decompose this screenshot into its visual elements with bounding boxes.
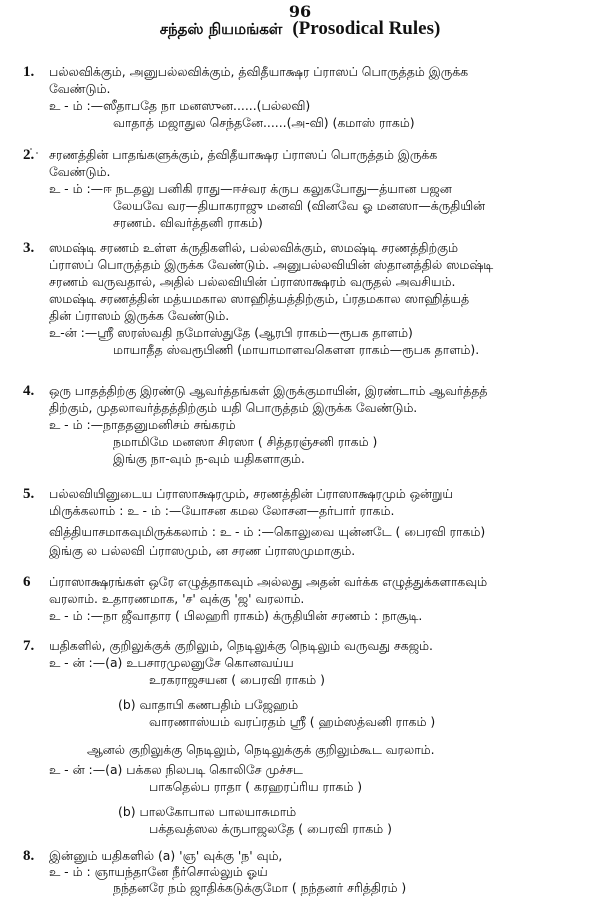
- rule-8-line: இன்னும் யதிகளில் (a) 'ஞ' வுக்கு 'ந' வும்,: [49, 848, 283, 863]
- page-title: [0, 18, 600, 40]
- rule-1-example: வாதாத் மஜாதுல செந்தனே......(அ-வி) (கமாஸ் ராகம்): [113, 115, 415, 130]
- rule-7-example: உ - ன் :—(a) உபசாரமுலனுசே கொனவய்ய: [49, 655, 294, 670]
- rule-1-line: வேண்டும்.: [49, 81, 111, 96]
- rule-3-line: ப்ராஸப் பொருத்தம் இருக்க வேண்டும். அனுபல்லவியின் ஸ்தானத்தில் ஸமஷ்டி: [49, 257, 494, 272]
- rule-6-line: ப்ராஸாக்ஷரங்கள் ஒரே எழுத்தாகவும் அல்லது அதன் வர்க்க எழுத்துக்களாகவும்: [49, 574, 488, 589]
- rule-7-example: வாரணாஸ்யம் வரப்ரதம் ஸ்ரீ ( ஹம்ஸத்வனி ராகம் ): [149, 714, 436, 729]
- rule-6-example: உ - ம் :—நா ஜீவாதார ( பிலஹரி ராகம்) க்ருதியின் சரணம் : நாசூடி.: [49, 608, 423, 623]
- rule-1-line: பல்லவிக்கும், அனுபல்லவிக்கும், த்விதீயாக்ஷர ப்ராஸப் பொருத்தம் இருக்க: [49, 64, 469, 79]
- title-tamil: சந்தஸ் நியமங்கள்: [159, 20, 283, 38]
- scan-speck: [36, 152, 38, 154]
- rule-3-line: ஸமஷ்டி சரணம் உள்ள க்ருதிகளில், பல்லவிக்கும், ஸமஷ்டி சரணத்திற்கும்: [49, 240, 458, 255]
- rule-number-3: 3.: [23, 240, 35, 256]
- rule-4-note: இங்கு நா-வும் ந-வும் யதிகளாகும்.: [113, 451, 305, 466]
- rule-5-line: பல்லவியினுடைய ப்ராஸாக்ஷரமும், சரணத்தின் ப்ராஸாக்ஷரமும் ஒன்றுய்: [49, 486, 453, 501]
- rule-3-example: மாயாதீத ஸ்வரூபிணி (மாயாமாளவகௌள ராகம்—ரூபக தாளம்).: [113, 342, 480, 357]
- rule-3-example: உ-ன் :—ஸ்ரீ ஸரஸ்வதி நமோஸ்துதே (ஆரபி ராகம்—ரூபக தாளம்): [49, 325, 413, 340]
- rule-number-5: 5.: [23, 486, 35, 502]
- rule-3-line: தின் ப்ராஸம் இருக்க வேண்டும்.: [49, 308, 230, 323]
- rule-1-example: உ - ம் :—ஸீதாபதே நா மனஸுன......(பல்லவி): [49, 98, 311, 113]
- rule-6-line: வரலாம். உதாரணமாக, 'ச' வுக்கு 'ஜ' வரலாம்.: [49, 591, 305, 606]
- rule-8-example: நந்தனரே நம் ஜாதிக்கடுக்குமோ ( நந்தனர் சரித்திரம் ): [113, 880, 407, 895]
- rule-7-line: யதிகளில், குறிலுக்குக் குறிலும், நெடிலுக்கு நெடிலும் வருவது சகஜம்.: [49, 638, 433, 653]
- rule-7-example: உரகராஜசயன ( பைரவி ராகம் ): [149, 672, 325, 687]
- rule-number-7: 7.: [23, 638, 35, 654]
- rule-2-line: சரணத்தின் பாதங்களுக்கும், த்விதீயாக்ஷர ப்ராஸப் பொருத்தம் இருக்க: [49, 147, 438, 162]
- rule-number-1: 1.: [23, 64, 35, 80]
- rule-3-line: ஸமஷ்டி சரணத்தின் மத்யமகால ஸாஹித்யத்திற்கும், ப்ரதமகால ஸாஹித்யத்: [49, 291, 470, 306]
- rule-7-example: (b) பாலகோபால பாலயாசுமாம்: [118, 804, 297, 819]
- rule-2-example: உ - ம் :—ஈ நடதலு பனிகி ராது—ஈச்வர க்ருப கலுகபோது—த்யான பஜன: [49, 181, 452, 196]
- rule-8-example: உ - ம் : ஞாயந்தானே நீர்சொல்லும் ஓய்: [49, 864, 268, 879]
- rule-number-4: 4.: [23, 383, 35, 399]
- rule-3-line: சரணம் வருவதால், அதில் பல்லவியின் ப்ராஸாக்ஷரம் வருதல் அவசியம்.: [49, 274, 456, 289]
- rule-4-example: நமாமிமே மனஸா சிரஸா ( சித்தரஞ்சனி ராகம் ): [113, 434, 378, 449]
- rule-7-example: (b) வாதாபி கணபதிம் பஜேஹம்: [118, 697, 299, 712]
- rule-7-example: உ - ன் :—(a) பக்கல நிலபடி கொலிசே முச்சட: [49, 762, 303, 777]
- rule-2-line: வேண்டும்.: [49, 164, 111, 179]
- rule-number-2: 2.: [23, 147, 35, 163]
- rule-7-example: பாகதெல்ப ராதா ( கரஹரப்ரிய ராகம் ): [149, 779, 363, 794]
- title-english: (Prosodical Rules): [292, 18, 441, 39]
- rule-4-example: உ - ம் :—நாததனுமனிசம் சங்கரம்: [49, 417, 236, 432]
- rule-2-example: லேயவே வர—தியாகராஜு மனவி (வினவே ஓ மனஸா—க்ருதியின்: [113, 198, 486, 213]
- rule-5-line: வித்தியாசமாகவுமிருக்கலாம் : உ - ம் :—கொலுவை யுன்னடே ( பைரவி ராகம்): [49, 524, 486, 539]
- rule-7-example: பக்தவத்ஸல க்ருபாஜலதே ( பைரவி ராகம் ): [149, 821, 392, 836]
- page-number: 96: [288, 2, 312, 21]
- rule-5-note: இங்கு ல பல்லவி ப்ராஸமும், ன சரண ப்ராஸமுமாகும்.: [49, 543, 356, 558]
- rule-4-line: ஒரு பாதத்திற்கு இரண்டு ஆவர்த்தங்கள் இருக்குமாயின், இரண்டாம் ஆவர்த்தத்: [49, 383, 488, 398]
- rule-7-line: ஆனல் குறிலுக்கு நெடிலும், நெடிலுக்குக் குறிலும்கூட வரலாம்.: [87, 742, 435, 757]
- rule-5-line: மிருக்கலாம் : உ - ம் :—யோசன கமல லோசன—தர்பார் ராகம்.: [49, 503, 395, 518]
- rule-2-example: சரணம். விவர்த்தனி ராகம்): [113, 215, 263, 230]
- rule-4-line: திற்கும், முதலாவர்த்தத்திற்கும் யதி பொருத்தம் இருக்க வேண்டும்.: [49, 400, 418, 415]
- rule-number-8: 8.: [23, 848, 35, 864]
- rule-number-6: 6: [23, 574, 31, 590]
